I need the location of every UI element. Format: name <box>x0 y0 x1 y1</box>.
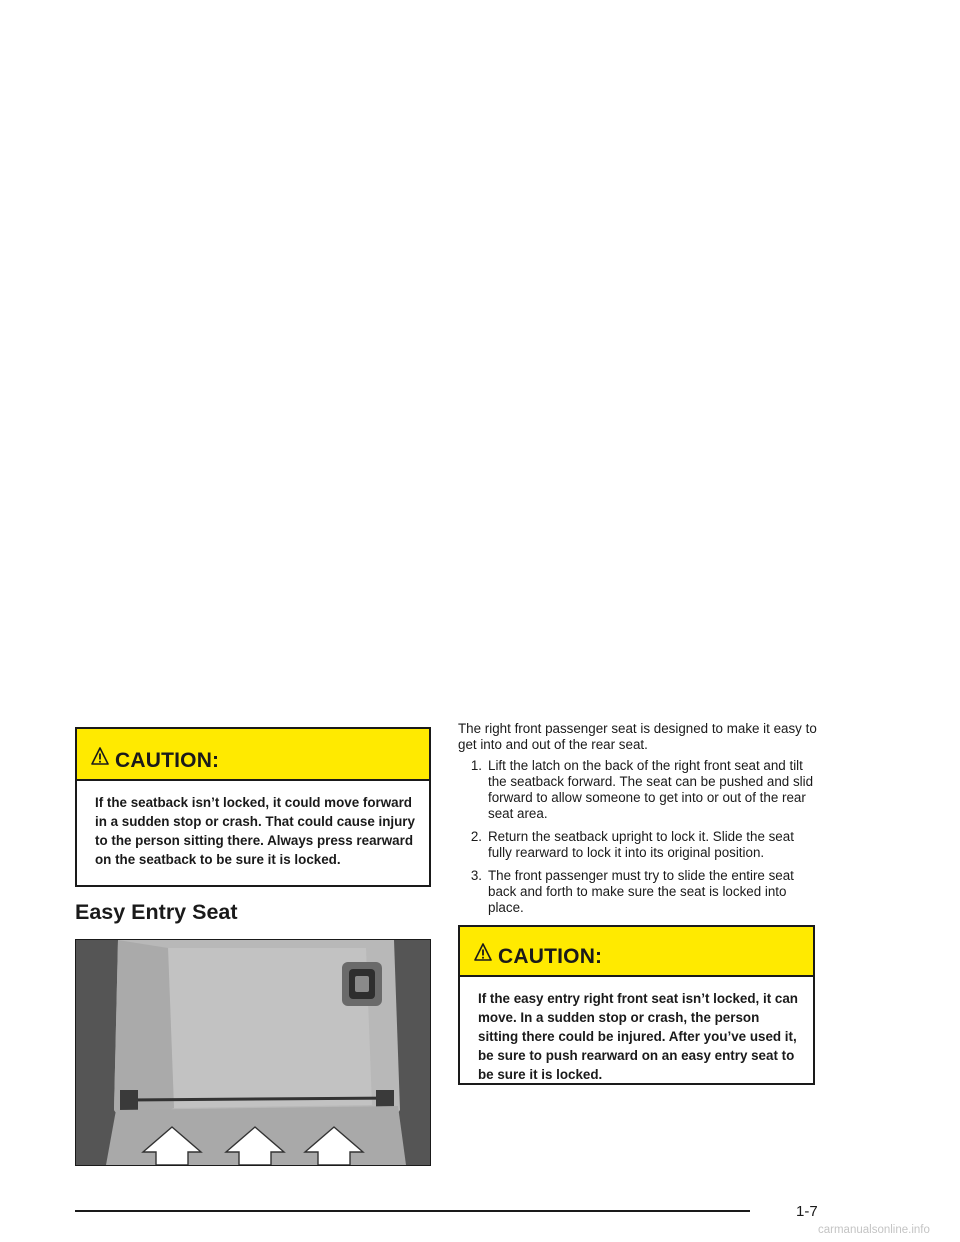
caution-box-easy-entry <box>458 925 815 1085</box>
seat-photo <box>75 939 431 1166</box>
caution-header <box>77 729 429 781</box>
instruction-steps <box>458 758 818 923</box>
list-item <box>458 758 818 822</box>
footer-rule <box>75 1210 750 1212</box>
step-text: Return the seatback upright to lock it. Slide the seat fully rearward to lock it into its original position. <box>488 829 794 860</box>
watermark: carmanualsonline.info <box>818 1224 930 1236</box>
section-title: Easy Entry Seat <box>75 900 238 924</box>
caution-text: If the seatback isn’t locked, it could move forward in a sudden stop or crash. That could cause injury to the person sitting there. Always press rearward on the seatback to be sure it is locked. <box>95 795 415 867</box>
warning-triangle-icon <box>474 943 492 963</box>
caution-box-seatback <box>75 727 431 887</box>
caution-title: CAUTION: <box>115 749 220 772</box>
warning-triangle-icon <box>91 747 109 767</box>
caution-text: If the easy entry right front seat isn’t locked, it can move. In a sudden stop or crash, the person sitting there could be injured. After you’ve used it, be sure to push rearward on an easy entry seat to be sure it is locked. <box>478 991 798 1082</box>
step-text: Lift the latch on the back of the right front seat and tilt the seatback forward. The seat can be pushed and slid forward to allow someone to get into or out of the rear seat area. <box>488 758 814 821</box>
caution-title: CAUTION: <box>498 945 603 968</box>
step-number: 3. <box>470 868 482 883</box>
intro-paragraph: The right front passenger seat is designed to make it easy to get into and out of the rear seat. <box>458 721 817 752</box>
step-number: 2. <box>470 829 482 844</box>
list-item <box>458 829 818 861</box>
step-number: 1. <box>470 758 482 773</box>
step-text: The front passenger must try to slide the entire seat back and forth to make sure the seat is locked into place. <box>488 868 794 915</box>
page-number: 1-7 <box>796 1203 818 1220</box>
list-item <box>458 868 818 916</box>
caution-header <box>460 927 813 977</box>
